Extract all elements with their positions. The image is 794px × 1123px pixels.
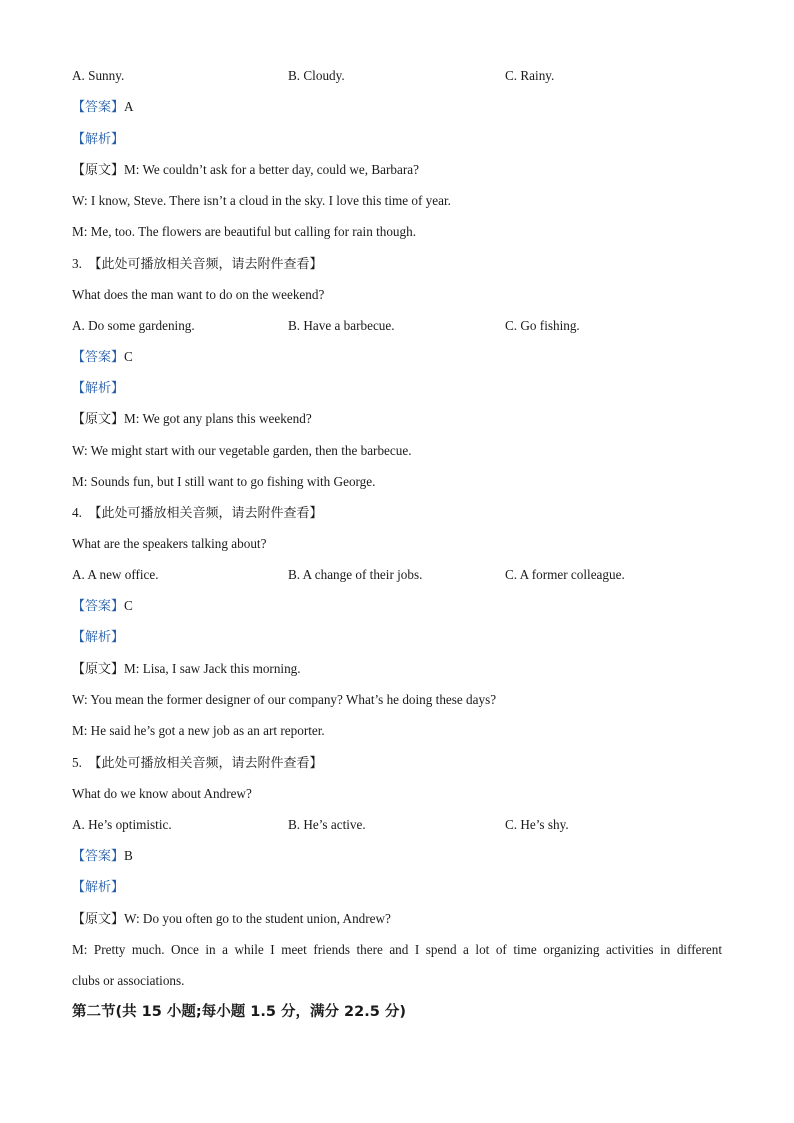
audio-note: 【此处可播放相关音频，请去附件查看】	[88, 257, 323, 272]
q4-analysis	[72, 628, 124, 647]
audio-note: 【此处可播放相关音频，请去附件查看】	[88, 506, 323, 521]
question-number: 5.	[72, 755, 82, 770]
q3-option-b: B. Have a barbecue.	[288, 318, 395, 333]
q2-transcript-line-2: W: I know, Steve. There isn’t a cloud in the sky. I love this time of year.	[72, 193, 451, 208]
q4-option-a: A. A new office.	[72, 567, 159, 582]
question-number: 3.	[72, 256, 82, 271]
q2-analysis	[72, 130, 124, 149]
analysis-tag: 【解析】	[72, 630, 125, 645]
analysis-tag: 【解析】	[72, 381, 125, 396]
q4-transcript-line-3: M: He said he’s got a new job as an art reporter.	[72, 723, 325, 738]
transcript-text: W: Do you often go to the student union, Andrew?	[124, 911, 391, 926]
q3-analysis	[72, 379, 124, 398]
q4-option-c: C. A former colleague.	[505, 567, 625, 582]
analysis-tag: 【解析】	[72, 132, 125, 147]
q5-header	[72, 754, 323, 773]
answer-tag: 【答案】	[72, 599, 125, 614]
answer-value: C	[124, 349, 133, 364]
q3-header	[72, 255, 323, 274]
q4-answer	[72, 597, 133, 616]
q3-question: What does the man want to do on the weekend?	[72, 287, 325, 302]
q3-transcript-line-2: W: We might start with our vegetable garden, then the barbecue.	[72, 443, 412, 458]
q4-transcript-line-1	[72, 660, 301, 679]
transcript-text: M: Lisa, I saw Jack this morning.	[124, 661, 301, 676]
q3-transcript-line-1	[72, 410, 312, 429]
q4-question: What are the speakers talking about?	[72, 536, 267, 551]
answer-value: B	[124, 848, 133, 863]
answer-tag: 【答案】	[72, 350, 125, 365]
q2-option-b: B. Cloudy.	[288, 68, 345, 83]
q3-option-c: C. Go fishing.	[505, 318, 580, 333]
q3-answer	[72, 348, 133, 367]
q2-answer	[72, 98, 134, 117]
q2-option-a: A. Sunny.	[72, 68, 125, 83]
q2-option-c: C. Rainy.	[505, 68, 555, 83]
transcript-tag: 【原文】	[72, 662, 125, 677]
q2-transcript-line-3: M: Me, too. The flowers are beautiful but calling for rain though.	[72, 224, 417, 239]
answer-tag: 【答案】	[72, 849, 125, 864]
q5-transcript-line-3: clubs or associations.	[72, 973, 185, 988]
transcript-text: M: We got any plans this weekend?	[124, 411, 312, 426]
q4-transcript-line-2: W: You mean the former designer of our company? What’s he doing these days?	[72, 692, 497, 707]
answer-value: C	[124, 598, 133, 613]
question-number: 4.	[72, 505, 82, 520]
q2-transcript-line-1	[72, 161, 419, 180]
q3-transcript-line-3: M: Sounds fun, but I still want to go fishing with George.	[72, 474, 376, 489]
answer-value: A	[124, 99, 134, 114]
q4-header	[72, 504, 323, 523]
q5-answer	[72, 847, 133, 866]
q5-transcript-line-2: M: Pretty much. Once in a while I meet friends there and I spend a lot of time organizing activities in different	[72, 942, 722, 957]
q4-option-b: B. A change of their jobs.	[288, 567, 423, 582]
answer-tag: 【答案】	[72, 100, 125, 115]
q5-question: What do we know about Andrew?	[72, 786, 252, 801]
q3-option-a: A. Do some gardening.	[72, 318, 195, 333]
q5-analysis	[72, 878, 124, 897]
transcript-tag: 【原文】	[72, 163, 125, 178]
q5-option-b: B. He’s active.	[288, 817, 366, 832]
section-heading: 第二节(共 15 小题;每小题 1.5 分，满分 22.5 分)	[72, 1004, 406, 1020]
audio-note: 【此处可播放相关音频，请去附件查看】	[88, 756, 323, 771]
q5-option-c: C. He’s shy.	[505, 817, 569, 832]
q5-transcript-line-1	[72, 910, 391, 929]
q5-option-a: A. He’s optimistic.	[72, 817, 172, 832]
transcript-tag: 【原文】	[72, 412, 125, 427]
transcript-tag: 【原文】	[72, 912, 125, 927]
analysis-tag: 【解析】	[72, 880, 125, 895]
transcript-text: M: We couldn’t ask for a better day, could we, Barbara?	[124, 162, 419, 177]
